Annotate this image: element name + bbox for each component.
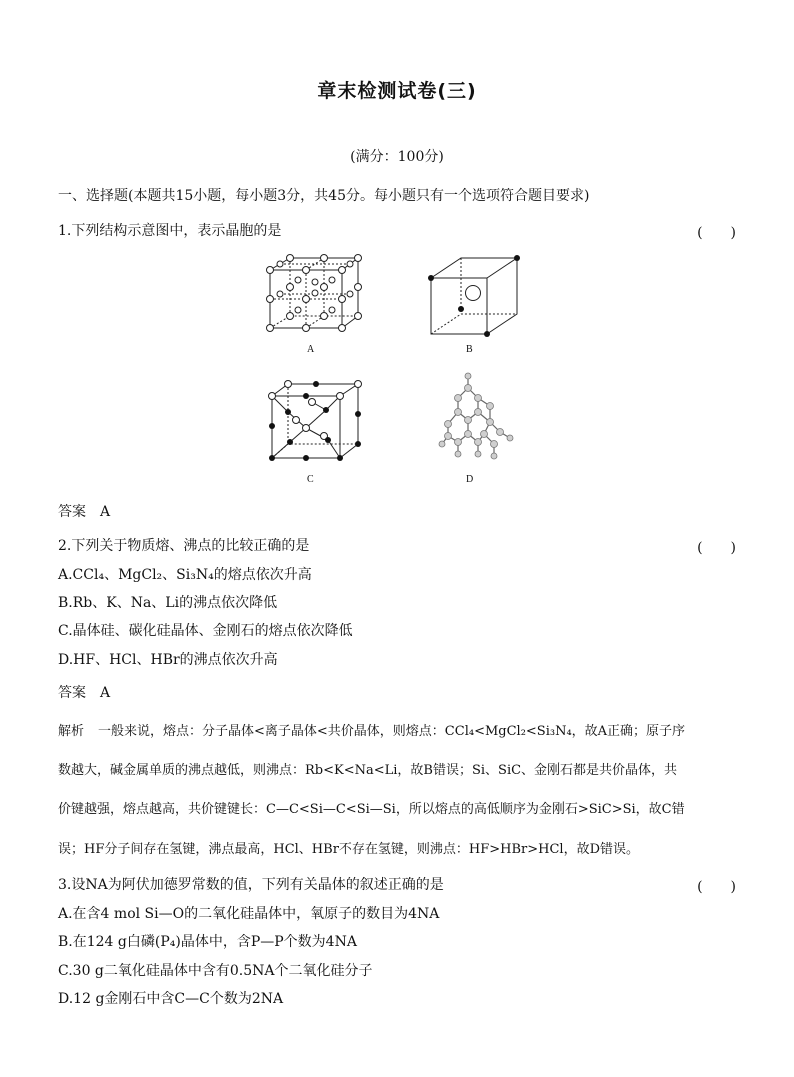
figure-b-cell-diagram <box>425 254 525 336</box>
q1-answer-blank: ( ) <box>697 225 736 241</box>
q2-analysis-line-1 <box>58 723 685 741</box>
figure-a-label: A <box>307 344 315 355</box>
figure-c-label: C <box>307 474 314 485</box>
page-title: 章末检测试卷(三) <box>317 80 477 102</box>
q2-answer-value: A <box>100 685 111 701</box>
q2-option-a: A.CCl₄、MgCl₂、Si₃N₄的熔点依次升高 <box>58 567 312 583</box>
q1-answer <box>58 503 110 521</box>
q3-option-b: B.在124 g白磷(P₄)晶体中，含P—P个数为4NA <box>58 934 357 950</box>
figure-a-cell-diagram <box>262 254 362 332</box>
analysis-text: 一般来说，熔点：分子晶体<离子晶体<共价晶体，则熔点：CCl₄<MgCl₂<Si₃N₄，故A正确；原子序 <box>98 724 686 739</box>
q1-answer-value: A <box>100 504 111 520</box>
q1-stem: 1.下列结构示意图中，表示晶胞的是 <box>58 223 282 239</box>
answer-label: 答案 <box>58 685 86 701</box>
analysis-label: 解析 <box>58 724 85 739</box>
q2-option-d: D.HF、HCl、HBr的沸点依次升高 <box>58 652 278 668</box>
figure-c-cell-diagram <box>266 380 366 462</box>
q2-analysis-line-2: 数越大，碱金属单质的沸点越低，则沸点：Rb<K<Na<Li，故B错误；Si、SiC、金刚石都是共价晶体，共 <box>58 763 678 778</box>
figure-b-label: B <box>466 344 473 355</box>
q3-option-c: C.30 g二氧化硅晶体中含有0.5NA个二氧化硅分子 <box>58 963 373 979</box>
q2-option-c: C.晶体硅、碳化硅晶体、金刚石的熔点依次降低 <box>58 623 353 639</box>
q3-answer-blank: ( ) <box>697 879 736 895</box>
q2-analysis-line-4: 误；HF分子间存在氢键，沸点最高，HCl、HBr不存在氢键，则沸点：HF>HBr>HCl，故D错误。 <box>58 842 640 857</box>
figure-d-label: D <box>466 474 474 485</box>
section-heading: 一、选择题(本题共15小题，每小题3分，共45分。每小题只有一个选项符合题目要求) <box>58 188 590 204</box>
answer-label: 答案 <box>58 504 86 520</box>
q2-answer-blank: ( ) <box>697 540 736 556</box>
q2-stem: 2.下列关于物质熔、沸点的比较正确的是 <box>58 538 310 554</box>
score-note: (满分：100分) <box>350 149 444 165</box>
figure-d-structure-diagram <box>438 372 518 462</box>
q3-stem: 3.设NA为阿伏加德罗常数的值，下列有关晶体的叙述正确的是 <box>58 877 444 893</box>
q2-analysis-line-3: 价键越强，熔点越高，共价键键长：C—C<Si—C<Si—Si，所以熔点的高低顺序为金刚石>SiC>Si，故C错 <box>58 802 685 817</box>
q2-option-b: B.Rb、K、Na、Li的沸点依次降低 <box>58 595 278 611</box>
q3-option-d: D.12 g金刚石中含C—C个数为2NA <box>58 991 284 1007</box>
q2-answer <box>58 684 110 702</box>
q3-option-a: A.在含4 mol Si—O的二氧化硅晶体中，氧原子的数目为4NA <box>58 906 440 922</box>
